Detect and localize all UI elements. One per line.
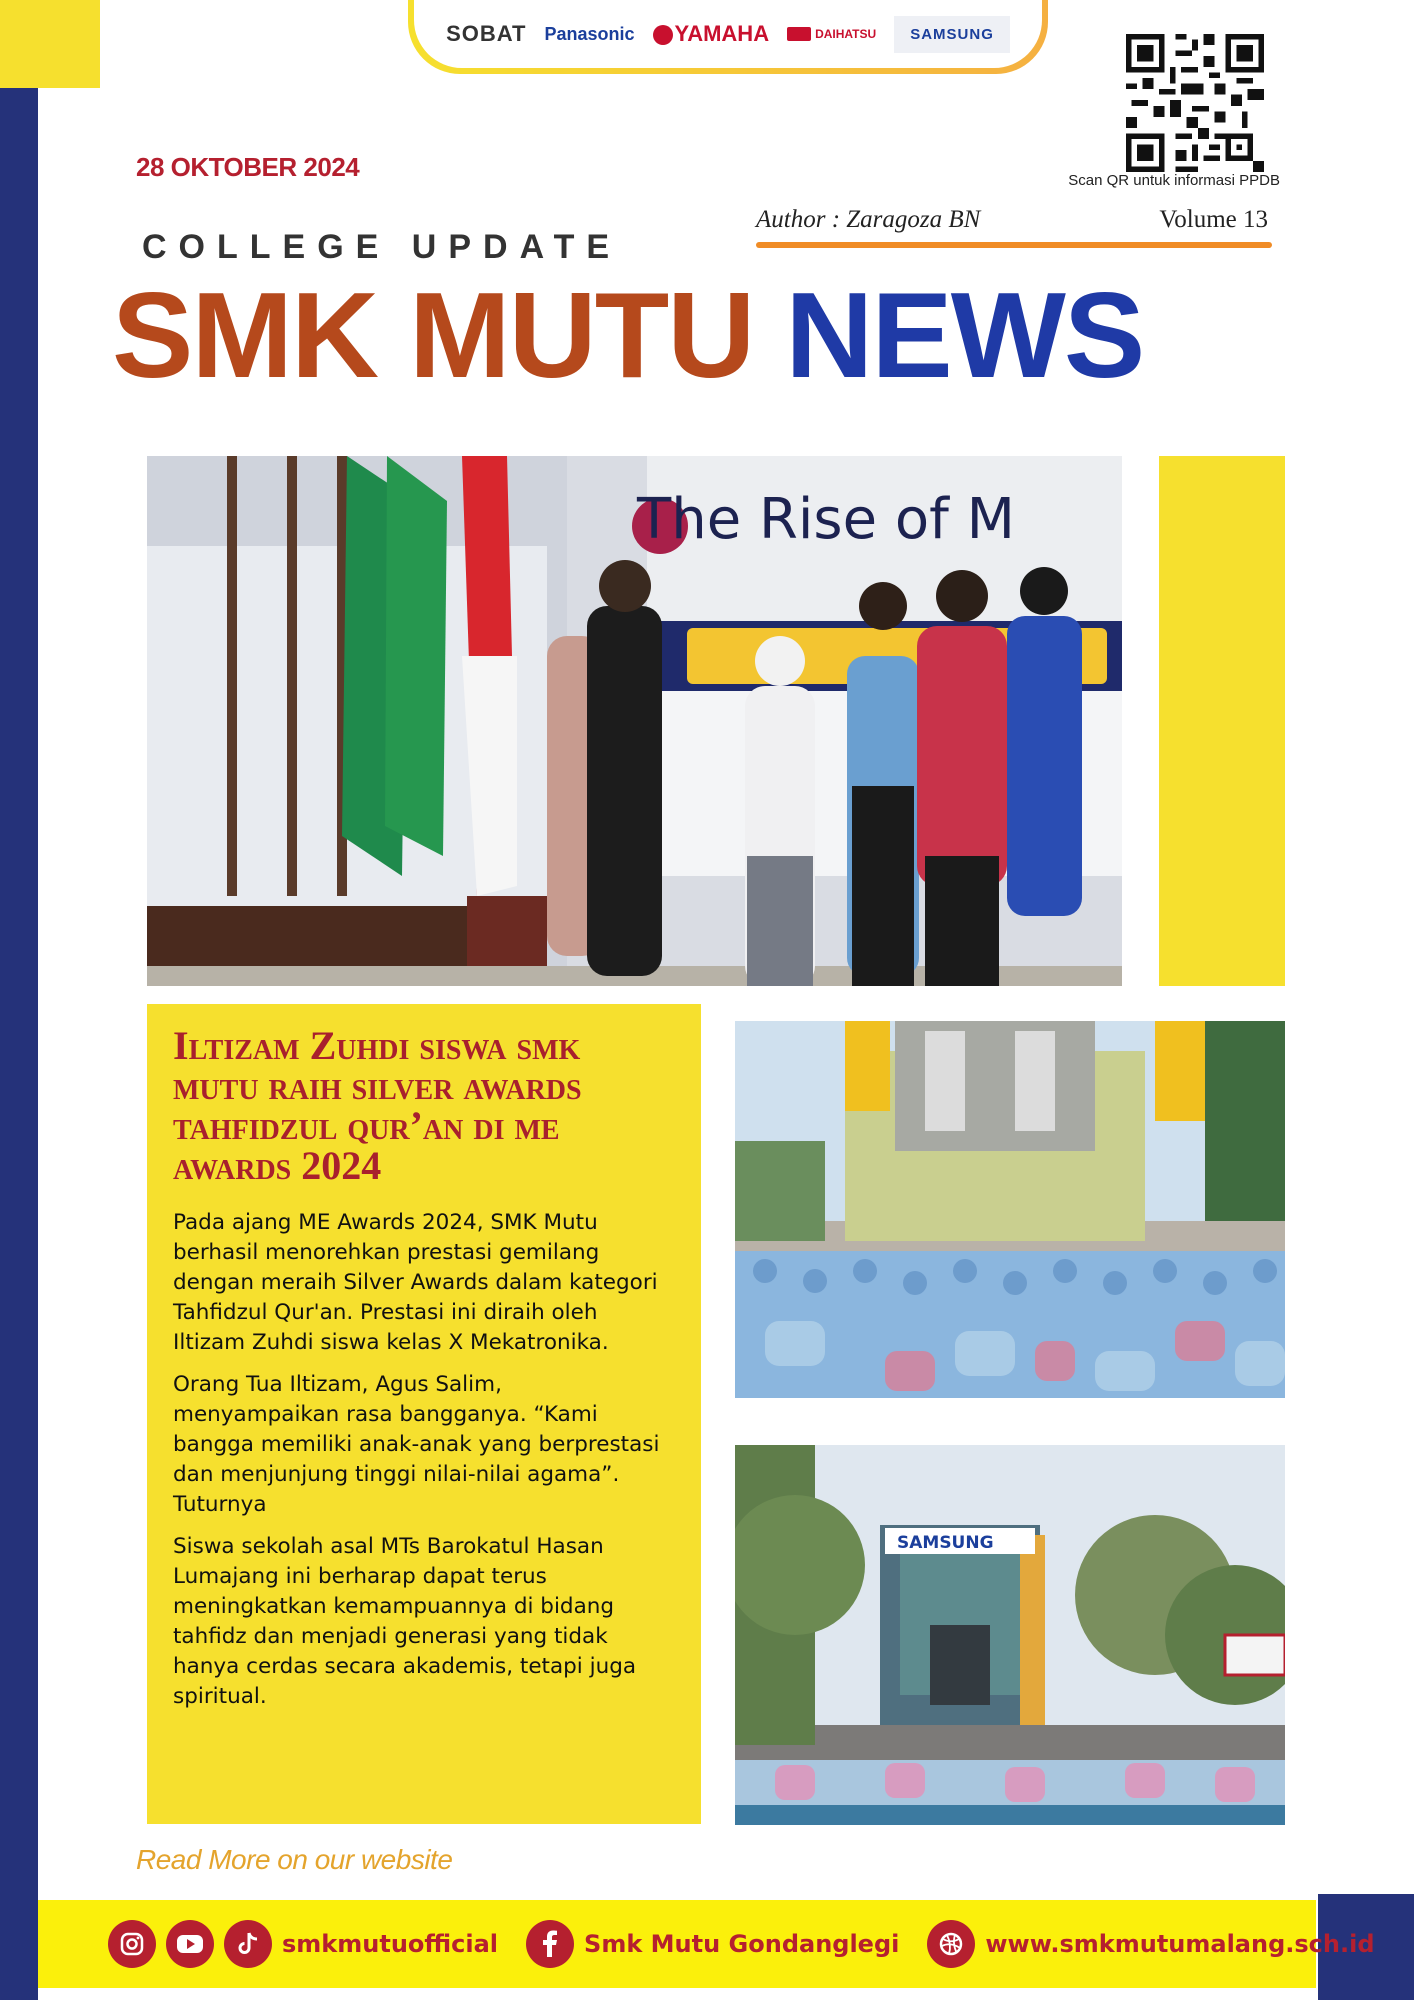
side-accent-block: [1159, 456, 1285, 986]
globe-icon[interactable]: [927, 1920, 975, 1968]
yamaha-emblem-icon: [653, 25, 673, 45]
youtube-icon[interactable]: [166, 1920, 214, 1968]
article-paragraph: Orang Tua Iltizam, Agus Salim, menyampaikan rasa bangganya. “Kami bangga memiliki anak-anak yang berprestasi dan menjunjung tinggi nilai-nilai agama”. Tuturnya: [173, 1372, 660, 1517]
masthead-news: NEWS: [785, 267, 1144, 403]
sponsor-logo-sobat: SOBAT: [446, 21, 527, 46]
website-url[interactable]: www.smkmutumalang.sch.id: [985, 1930, 1375, 1958]
social-footer: [38, 1900, 1375, 1988]
article-paragraph: Pada ajang ME Awards 2024, SMK Mutu berhasil menorehkan prestasi gemilang dengan meraih Silver Awards dalam kategori Tahfidzul Qur'an. Prestasi ini diraih oleh Iltizam Zuhdi siswa kelas X Mekatronika.: [173, 1210, 658, 1355]
masthead-title: [112, 267, 1144, 403]
tiktok-icon[interactable]: [224, 1920, 272, 1968]
sponsor-logo-daihatsu: DAIHATSU: [787, 27, 876, 41]
building-sign-text: SAMSUNG: [897, 1533, 994, 1553]
school-prayer-photo: [735, 1021, 1285, 1398]
volume-number: Volume 13: [1159, 206, 1268, 233]
left-border-bar: [0, 88, 38, 2000]
award-ceremony-illustration: [147, 456, 1122, 986]
sponsor-logo-samsung: SAMSUNG: [894, 16, 1010, 53]
qr-code-icon[interactable]: [1126, 34, 1264, 172]
qr-caption: Scan QR untuk informasi PPDB: [1068, 172, 1280, 189]
corner-accent: [0, 0, 100, 88]
sponsor-logo-panasonic: Panasonic: [544, 23, 635, 44]
daihatsu-emblem-icon: [787, 27, 811, 41]
issue-date: 28 OKTOBER 2024: [136, 152, 360, 182]
instagram-handle[interactable]: smkmutuofficial: [282, 1930, 499, 1958]
banner-text: The Rise of M: [637, 487, 1015, 552]
byline-underline: [756, 242, 1272, 248]
award-ceremony-photo: [147, 456, 1122, 986]
instagram-icon[interactable]: [108, 1920, 156, 1968]
read-more-link[interactable]: Read More on our website: [136, 1844, 453, 1875]
article-paragraph: Siswa sekolah asal MTs Barokatul Hasan Lumajang ini berharap dapat terus meningkatkan kemampuannya di bidang tahfidz dan menjadi generasi yang tidak hanya cerdas secara akademis, tetapi juga spiritual.: [173, 1534, 637, 1709]
samsung-building-photo: [735, 1445, 1285, 1825]
article-headline: Iltizam Zuhdi siswa smk mutu raih silver awards tahfidzul qur’an di me awards 2024: [173, 1023, 582, 1188]
sponsor-logo-yamaha: YAMAHA: [653, 21, 770, 47]
sponsor-banner: [414, 0, 1042, 68]
facebook-page-name[interactable]: Smk Mutu Gondanglegi: [584, 1930, 900, 1958]
samsung-building-illustration: [735, 1445, 1285, 1825]
author-byline: Author : Zaragoza BN: [756, 206, 981, 233]
article-panel: [147, 1004, 701, 1824]
facebook-icon[interactable]: [526, 1920, 574, 1968]
kicker-heading: COLLEGE UPDATE: [142, 228, 622, 266]
school-prayer-illustration: [735, 1021, 1285, 1398]
masthead-smk-mutu: SMK MUTU: [112, 267, 754, 403]
